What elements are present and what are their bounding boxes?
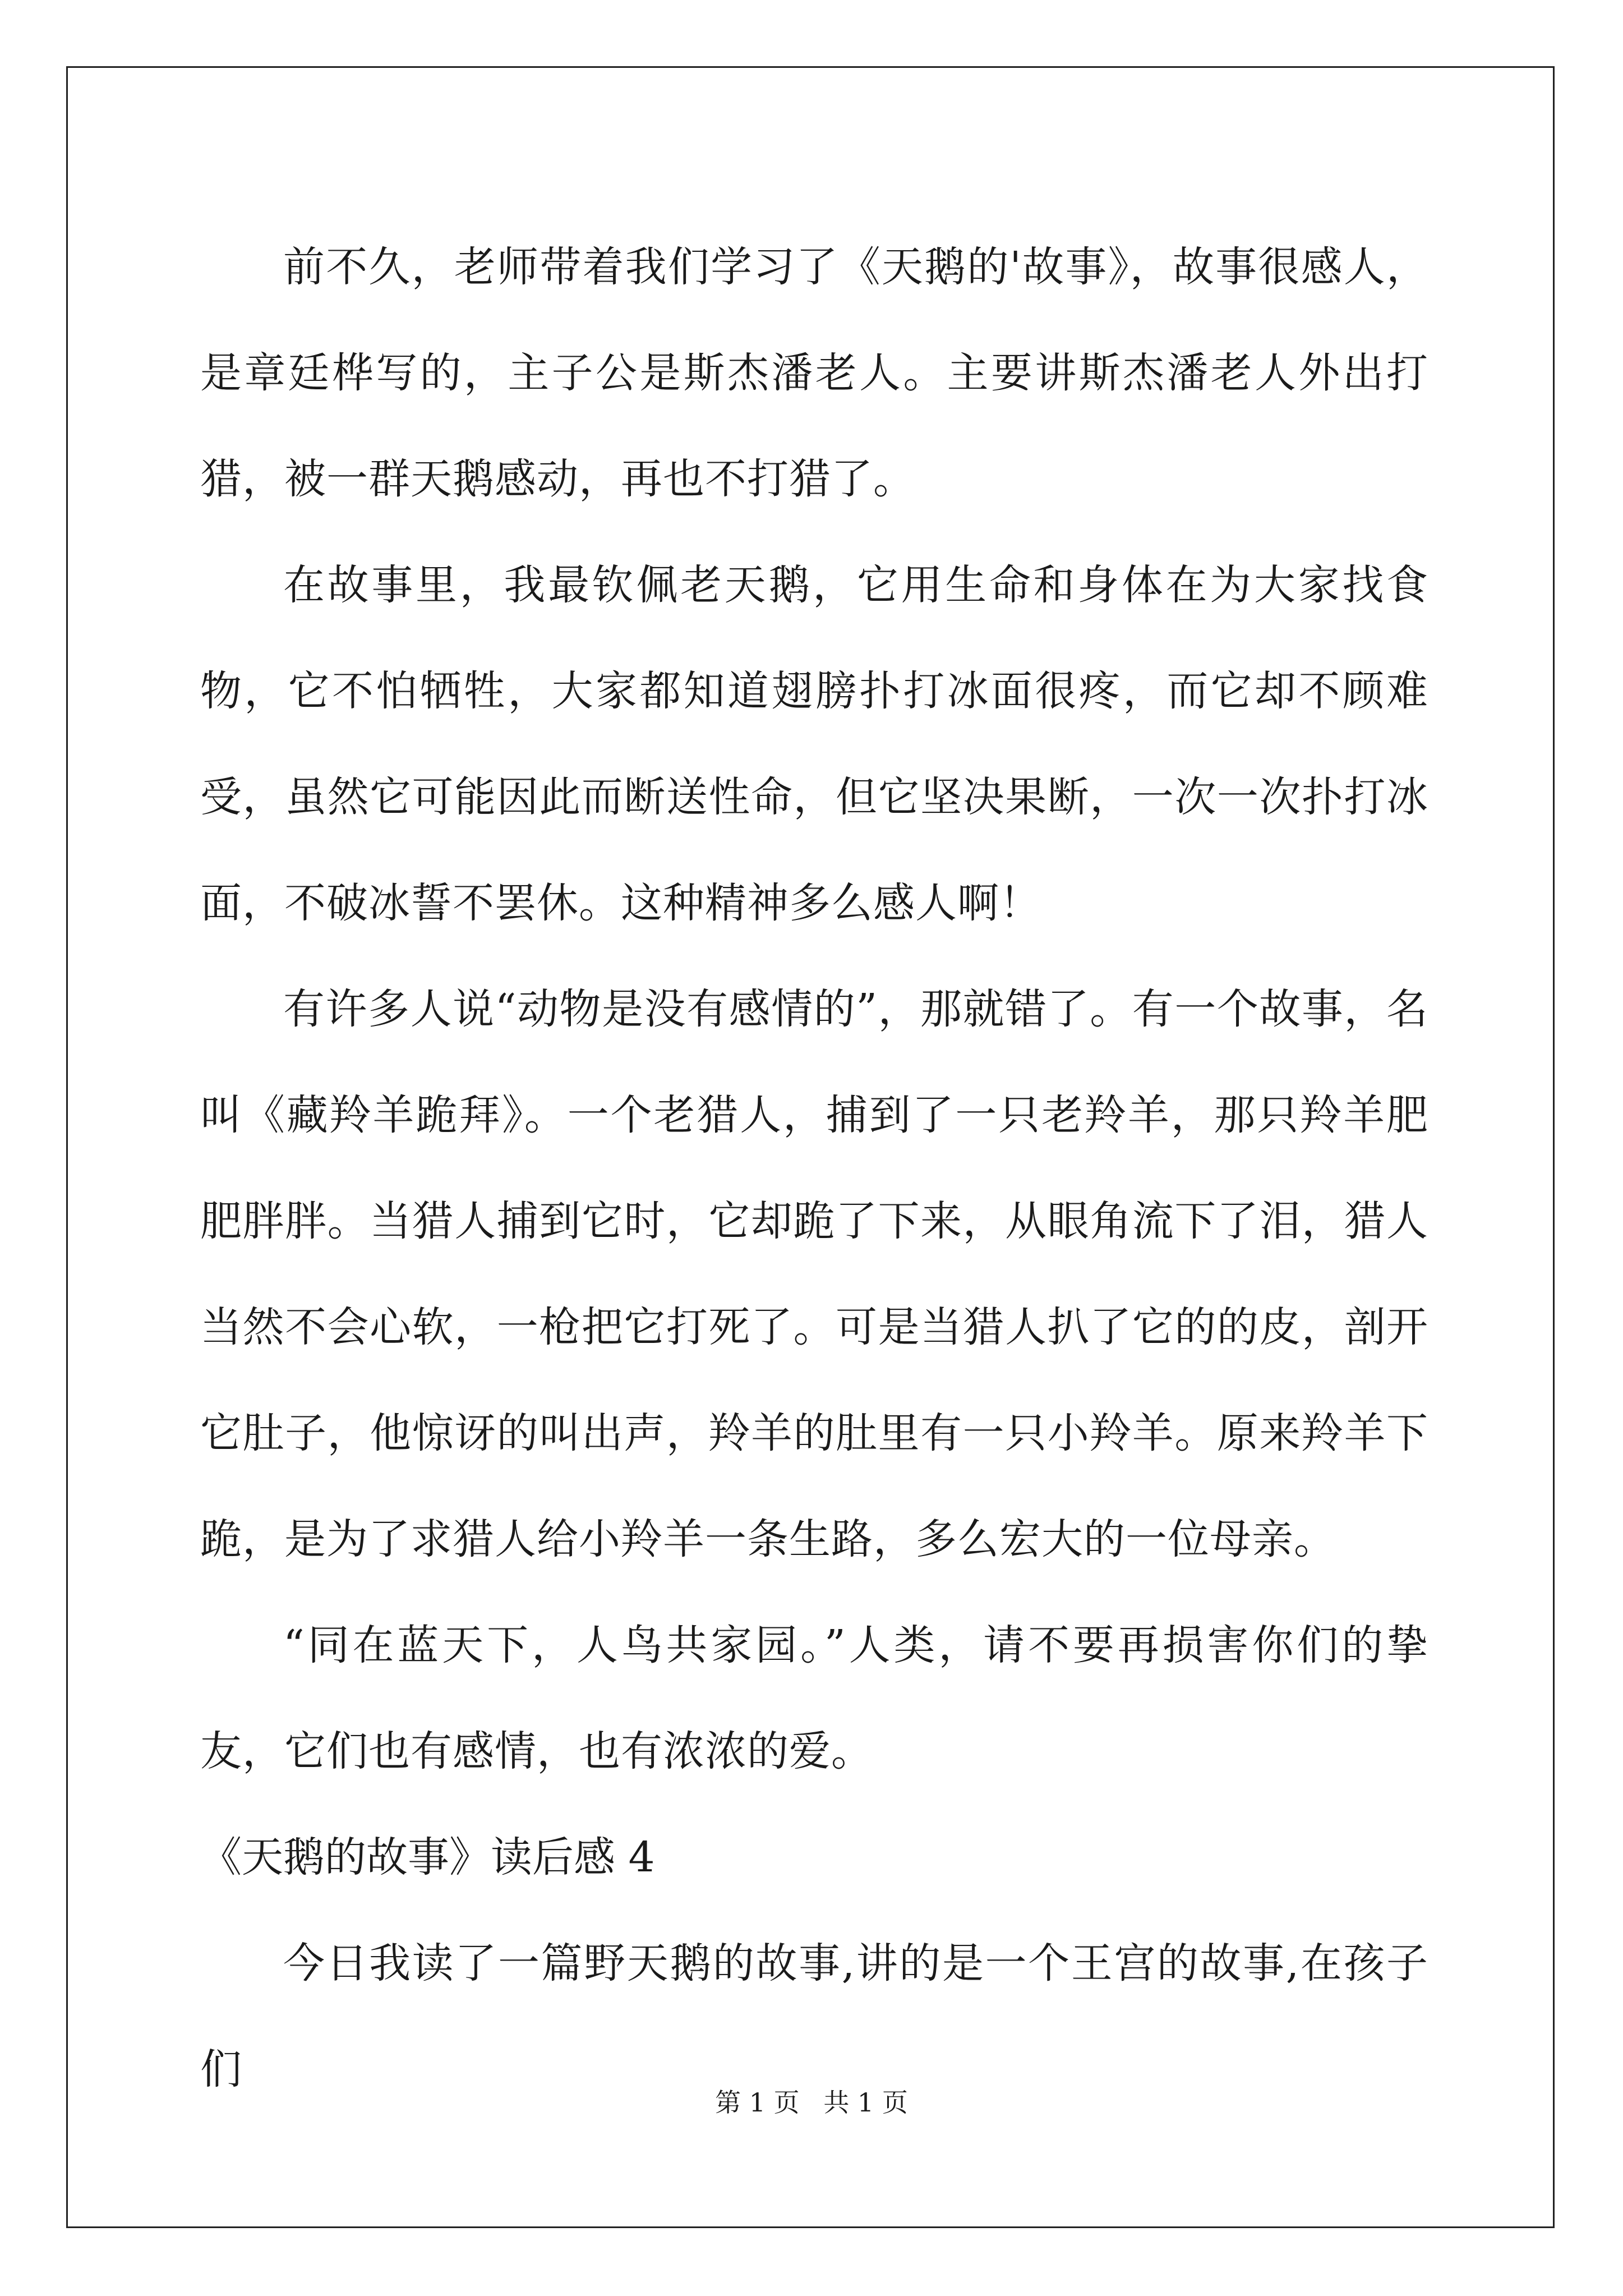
- page-number: 第 1 页: [715, 2087, 800, 2118]
- page-footer: [0, 2086, 1623, 2119]
- paragraph-4: “同在蓝天下，人鸟共家园。”人类，请不要再损害你们的挚友，它们也有感情，也有浓浓的爱。: [200, 1621, 1428, 1775]
- paragraph-3: 有许多人说“动物是没有感情的”，那就错了。有一个故事，名叫《藏羚羊跪拜》。一个老猎人，捕到了一只老羚羊，那只羚羊肥肥胖胖。当猎人捕到它时，它却跪了下来，从眼角流下了泪，猎人当然不会心软，一枪把它打死了。可是当猎人扒了它的的皮，剖开它肚子，他惊讶的叫出声，羚羊的肚里有一只小羚羊。原来羚羊下跪，是为了求猎人给小羚羊一条生路，多么宏大的一位母亲。: [200, 985, 1428, 1563]
- page-total: 共 1 页: [823, 2087, 908, 2118]
- document-body: [200, 214, 1428, 2123]
- paragraph-2: 在故事里，我最钦佩老天鹅，它用生命和身体在为大家找食物，它不怕牺牲，大家都知道翅膀扑打冰面很疼，而它却不顾难受，虽然它可能因此而断送性命，但它坚决果断，一次一次扑打冰面，不破冰誓不罢休。这种精神多么感人啊！: [200, 561, 1428, 927]
- paragraph-1: 前不久，老师带着我们学习了《天鹅的'故事》，故事很感人，是章廷桦写的，主子公是斯杰潘老人。主要讲斯杰潘老人外出打猎，被一群天鹅感动，再也不打猎了。: [200, 243, 1428, 503]
- paragraph-5: 今日我读了一篇野天鹅的故事,讲的是一个王宫的故事,在孩子们: [200, 1939, 1428, 2093]
- section-title: 《天鹅的故事》读后感 4: [200, 1833, 655, 1881]
